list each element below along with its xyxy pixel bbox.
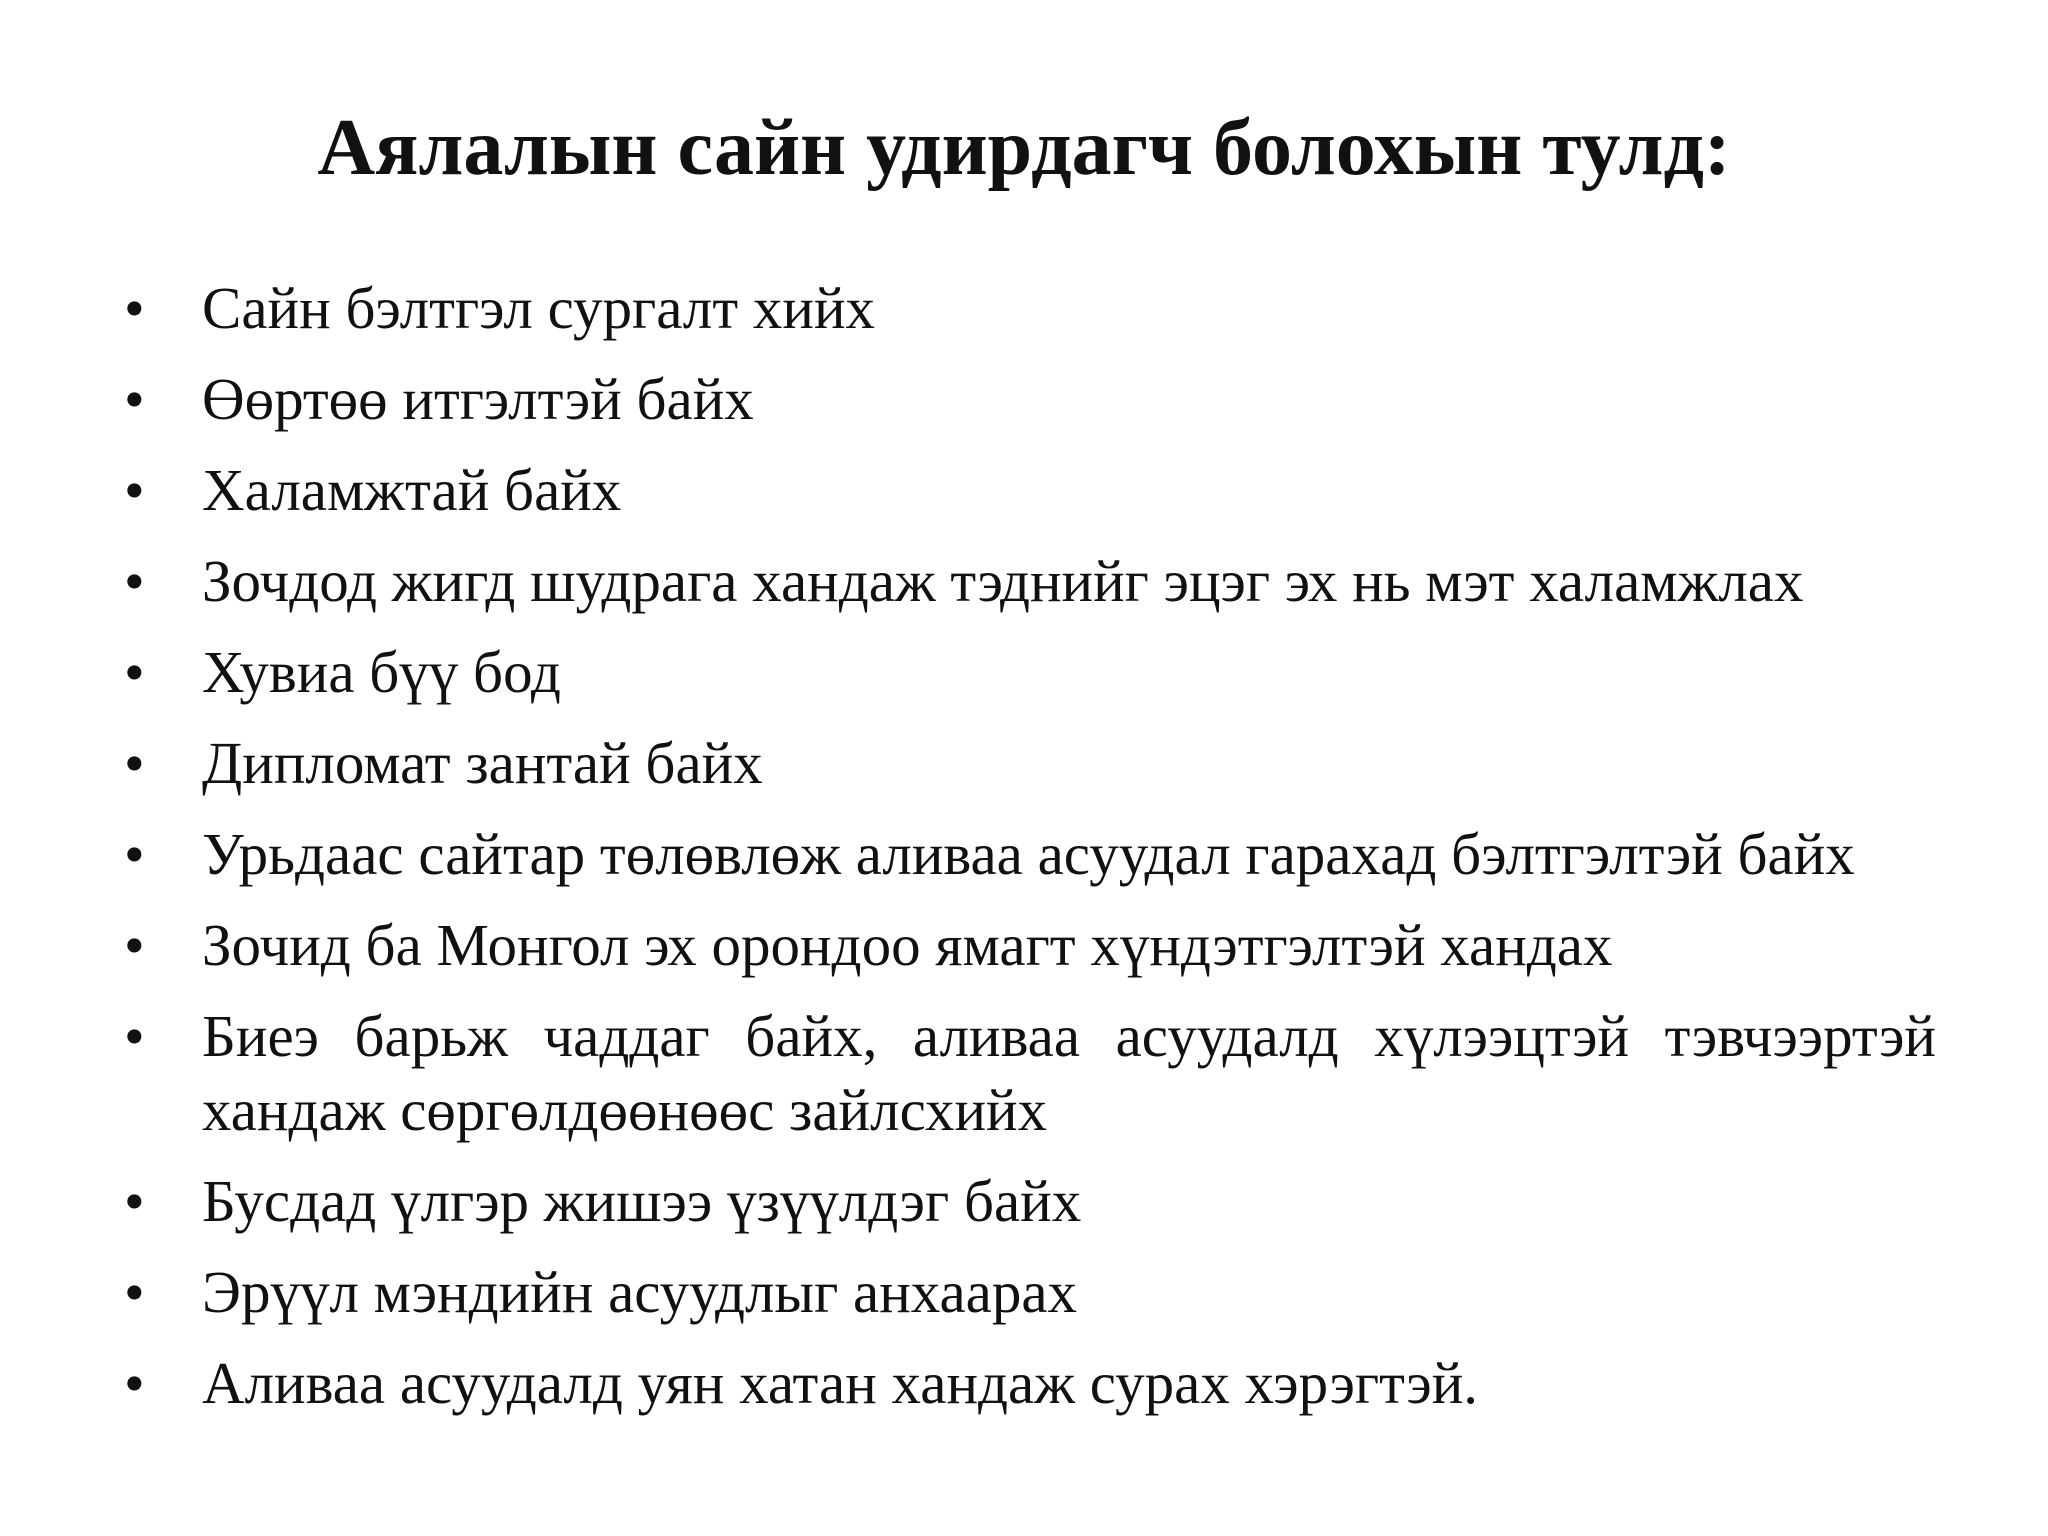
bullet-icon: • — [124, 639, 145, 705]
slide-title: Аялалын сайн удирдагч болохын тулд: — [317, 104, 1731, 192]
bullet-icon: • — [124, 730, 145, 796]
list-item — [0, 1255, 2048, 1329]
list-item — [0, 362, 2048, 436]
list-item-text: Сайн бэлтгэл сургалт хийх — [202, 275, 876, 341]
list-item-text: Бусдад үлгэр жишээ үзүүлдэг байх — [202, 1168, 1082, 1234]
list-item-text: Халамжтай байх — [202, 457, 622, 523]
bullet-icon: • — [124, 1168, 145, 1234]
list-item — [0, 635, 2048, 709]
list-item — [0, 453, 2048, 527]
list-item-text: Хувиа бүү бод — [202, 639, 561, 705]
bullet-icon: • — [124, 366, 145, 432]
list-item-text: Урьдаас сайтар төлөвлөж аливаа асуудал гарахад бэлтгэлтэй байх — [202, 821, 1855, 887]
list-item-text: Дипломат зантай байх — [202, 730, 763, 796]
list-item — [0, 726, 2048, 800]
bullet-icon: • — [124, 821, 145, 887]
list-item — [0, 1346, 2048, 1420]
bullet-icon: • — [124, 1350, 145, 1416]
bullet-list — [0, 271, 2048, 1437]
list-item — [0, 817, 2048, 891]
list-item-text: Аливаа асуудалд уян хатан хандаж сурах хэрэгтэй. — [202, 1350, 1479, 1416]
bullet-icon: • — [124, 457, 145, 523]
list-item-text: Өөртөө итгэлтэй байх — [202, 366, 754, 432]
bullet-icon: • — [124, 912, 145, 978]
list-item — [0, 1164, 2048, 1238]
bullet-icon: • — [124, 548, 145, 614]
bullet-icon: • — [124, 275, 145, 341]
list-item-text: Зочдод жигд шудрага хандаж тэднийг эцэг эх нь мэт халамжлах — [202, 548, 1804, 614]
bullet-icon: • — [124, 1003, 145, 1069]
list-item — [0, 999, 2048, 1147]
list-item-text: Зочид ба Монгол эх орондоо ямагт хүндэтгэлтэй хандах — [202, 912, 1613, 978]
list-item-text: Биеэ барьж чаддаг байх, аливаа асуудалд хүлээцтэй тэвчээртэй хандаж сөргөлдөөнөөс зайлсхийх — [202, 1003, 1936, 1143]
bullet-icon: • — [124, 1259, 145, 1325]
list-item — [0, 271, 2048, 345]
list-item — [0, 908, 2048, 982]
list-item — [0, 544, 2048, 618]
list-item-text: Эрүүл мэндийн асуудлыг анхаарах — [202, 1259, 1078, 1325]
